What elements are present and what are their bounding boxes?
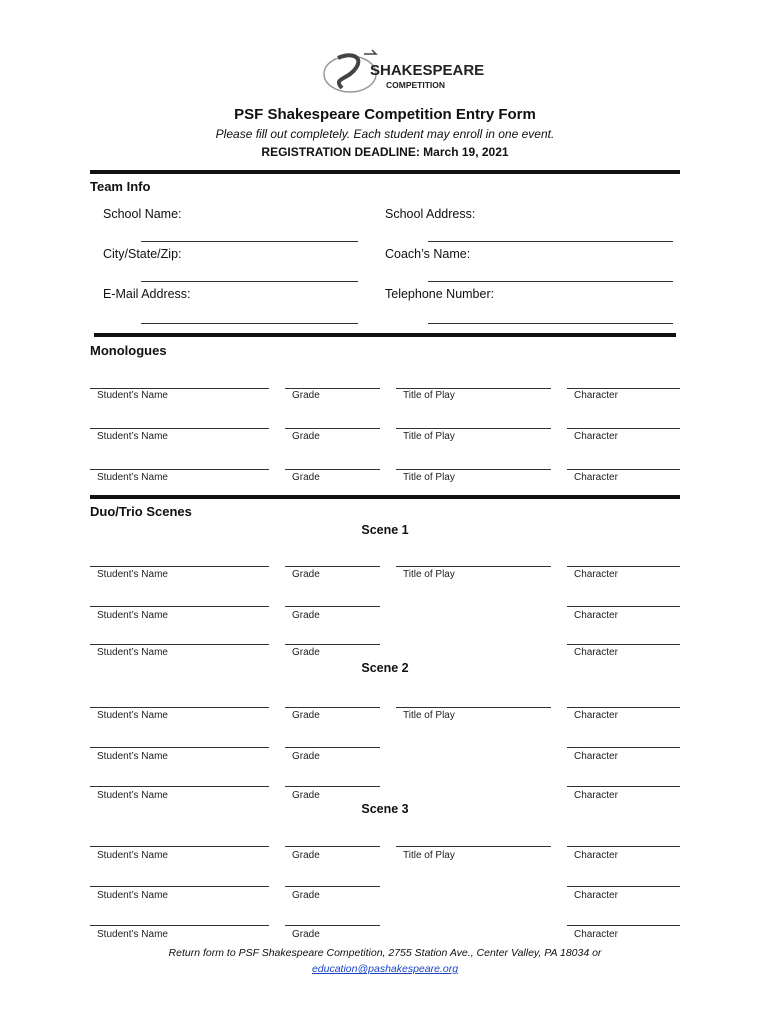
grade-field[interactable] [285,747,380,748]
play-label: Title of Play [403,390,455,401]
character-label: Character [574,850,618,861]
grade-label: Grade [292,751,320,762]
city-state-zip-field[interactable] [141,281,358,282]
scene-2-heading: Scene 2 [361,661,409,675]
footer-return-address: Return form to PSF Shakespeare Competition, 2755 Station Ave., Center Valley, PA 18034 or [168,947,602,959]
grade-label: Grade [292,790,320,801]
play-field[interactable] [396,388,551,389]
grade-field[interactable] [285,606,380,607]
character-field[interactable] [567,566,680,567]
student-label: Student’s Name [97,647,168,658]
play-field[interactable] [396,469,551,470]
character-field[interactable] [567,886,680,887]
student-label: Student’s Name [97,790,168,801]
character-field[interactable] [567,606,680,607]
student-field[interactable] [90,925,269,926]
student-field[interactable] [90,747,269,748]
grade-label: Grade [292,929,320,940]
play-label: Title of Play [403,431,455,442]
grade-field[interactable] [285,388,380,389]
email-field[interactable] [141,323,358,324]
character-label: Character [574,431,618,442]
character-label: Character [574,647,618,658]
character-field[interactable] [567,388,680,389]
grade-label: Grade [292,710,320,721]
section-divider [94,333,676,337]
coach-name-label: Coach’s Name: [385,247,471,261]
grade-label: Grade [292,647,320,658]
character-label: Character [574,790,618,801]
character-field[interactable] [567,707,680,708]
play-field[interactable] [396,707,551,708]
student-field[interactable] [90,388,269,389]
character-label: Character [574,929,618,940]
form-title: PSF Shakespeare Competition Entry Form [234,106,536,123]
section-divider [90,170,680,174]
grade-label: Grade [292,569,320,580]
scene-3-heading: Scene 3 [361,802,409,816]
form-subtitle: Please fill out completely. Each student may enroll in one event. [215,127,555,141]
footer-email-link[interactable]: education@pashakespeare.org [311,963,459,975]
student-field[interactable] [90,566,269,567]
student-label: Student’s Name [97,710,168,721]
student-field[interactable] [90,469,269,470]
student-label: Student’s Name [97,890,168,901]
section-divider [90,495,680,499]
grade-field[interactable] [285,469,380,470]
character-label: Character [574,710,618,721]
student-label: Student’s Name [97,850,168,861]
grade-field[interactable] [285,566,380,567]
play-field[interactable] [396,846,551,847]
play-field[interactable] [396,566,551,567]
character-field[interactable] [567,925,680,926]
student-label: Student’s Name [97,751,168,762]
school-address-label: School Address: [385,207,476,221]
character-label: Character [574,569,618,580]
grade-label: Grade [292,850,320,861]
student-label: Student’s Name [97,431,168,442]
registration-deadline: REGISTRATION DEADLINE: March 19, 2021 [261,145,509,159]
telephone-label: Telephone Number: [385,287,495,301]
team-info-heading: Team Info [90,179,151,194]
email-label: E-Mail Address: [103,287,191,301]
grade-field[interactable] [285,886,380,887]
monologues-heading: Monologues [90,343,167,358]
grade-label: Grade [292,610,320,621]
student-label: Student’s Name [97,569,168,580]
play-label: Title of Play [403,710,455,721]
character-field[interactable] [567,786,680,787]
student-field[interactable] [90,644,269,645]
grade-label: Grade [292,472,320,483]
student-label: Student’s Name [97,390,168,401]
coach-name-field[interactable] [428,281,673,282]
character-field[interactable] [567,469,680,470]
student-field[interactable] [90,846,269,847]
character-field[interactable] [567,747,680,748]
grade-field[interactable] [285,925,380,926]
footer-email-container [0,963,770,975]
character-field[interactable] [567,644,680,645]
student-label: Student’s Name [97,610,168,621]
character-label: Character [574,890,618,901]
character-field[interactable] [567,846,680,847]
character-label: Character [574,751,618,762]
duo-trio-heading: Duo/Trio Scenes [90,504,192,519]
grade-field[interactable] [285,846,380,847]
svg-text:SHAKESPEARE: SHAKESPEARE [370,62,485,79]
grade-field[interactable] [285,707,380,708]
character-label: Character [574,390,618,401]
telephone-field[interactable] [428,323,673,324]
student-label: Student’s Name [97,472,168,483]
student-field[interactable] [90,428,269,429]
grade-field[interactable] [285,786,380,787]
play-label: Title of Play [403,569,455,580]
city-state-zip-label: City/State/Zip: [103,247,182,261]
grade-field[interactable] [285,428,380,429]
play-label: Title of Play [403,472,455,483]
svg-text:COMPETITION: COMPETITION [386,80,446,90]
grade-label: Grade [292,390,320,401]
grade-label: Grade [292,890,320,901]
school-address-field[interactable] [428,241,673,242]
scene-1-heading: Scene 1 [361,523,409,537]
grade-label: Grade [292,431,320,442]
school-name-field[interactable] [141,241,358,242]
play-label: Title of Play [403,850,455,861]
student-field[interactable] [90,606,269,607]
student-field[interactable] [90,886,269,887]
student-field[interactable] [90,786,269,787]
character-label: Character [574,610,618,621]
school-name-label: School Name: [103,207,182,221]
grade-field[interactable] [285,644,380,645]
shakespeare-logo [320,48,485,96]
student-field[interactable] [90,707,269,708]
student-label: Student’s Name [97,929,168,940]
character-label: Character [574,472,618,483]
play-field[interactable] [396,428,551,429]
character-field[interactable] [567,428,680,429]
